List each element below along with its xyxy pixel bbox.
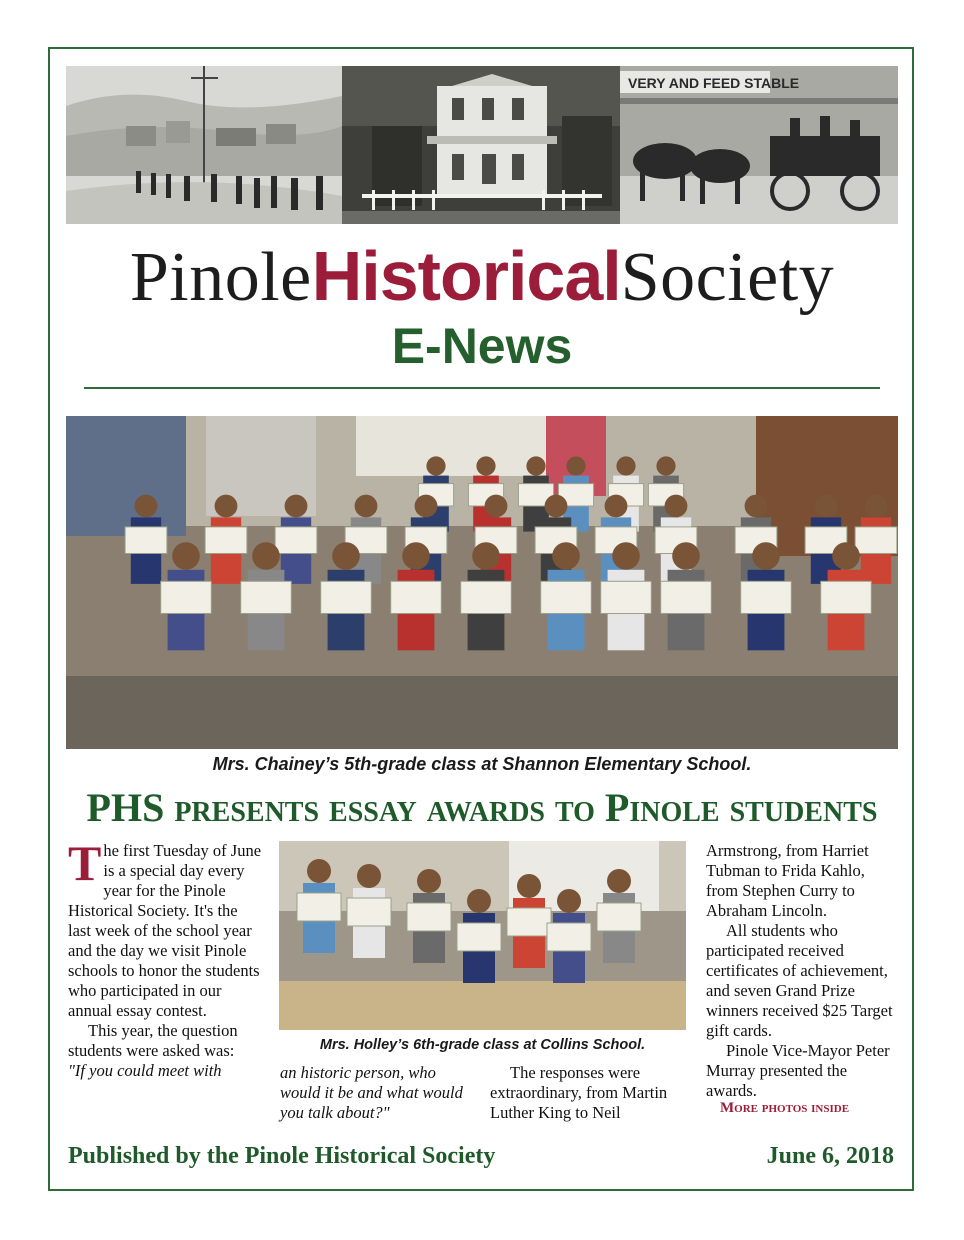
masthead-subtitle: E-News xyxy=(391,318,573,374)
collins-class-photo xyxy=(279,841,686,1030)
article-quote-start: "If you could meet with xyxy=(68,1061,222,1080)
main-class-photo xyxy=(66,416,898,749)
footer-date: June 6, 2018 xyxy=(766,1143,894,1169)
main-photo-caption: Mrs. Chainey’s 5th-grade class at Shannon Elementary School. xyxy=(212,754,752,774)
more-photos-link[interactable]: More photos inside xyxy=(720,1100,850,1116)
article-paragraph-2: This year, the question students were asked was: xyxy=(68,1021,238,1060)
article-paragraph-5: All students who participated received certificates of achievement, and seven Grand Prize winners received $25 Target gift cards. xyxy=(706,921,893,1040)
banner-photo-parade xyxy=(66,66,342,224)
banner-photo-house xyxy=(342,66,620,224)
masthead-word-pinole: Pinole xyxy=(129,239,312,316)
article-paragraph-6: Pinole Vice-Mayor Peter Murray presented the awards. xyxy=(706,1041,890,1100)
article-quote-end: an historic person, who would it be and what would you talk about?" xyxy=(280,1063,463,1122)
masthead-divider xyxy=(84,387,880,389)
masthead-word-historical: Historical xyxy=(311,237,621,315)
collins-photo-caption: Mrs. Holley’s 6th-grade class at Collins School. xyxy=(319,1037,646,1053)
footer-publisher: Published by the Pinole Historical Society xyxy=(68,1143,496,1169)
historical-banner xyxy=(66,66,898,224)
article-headline: PHS presents essay awards to Pinole students xyxy=(86,785,878,830)
article-column-1 xyxy=(68,835,264,1081)
masthead-word-society: Society xyxy=(620,239,835,316)
article-paragraph-1: he first Tuesday of June is a special day every year for the Pinole Historical Society. It's the last week of the school year and the day we visit Pinole schools to honor the students who participated in our annual essay contest. xyxy=(68,841,262,1020)
masthead-title xyxy=(66,236,898,318)
article-paragraph-4: Armstrong, from Harriet Tubman to Frida Kahlo, from Stephen Curry to Abraham Lincoln. xyxy=(706,841,869,920)
banner-photo-stable xyxy=(620,66,898,224)
drop-cap: T xyxy=(68,835,102,891)
article-column-3 xyxy=(490,1063,680,1123)
article-column-2 xyxy=(280,1063,470,1123)
article-column-4 xyxy=(706,841,896,1101)
article-paragraph-3: The responses were extraordinary, from Martin Luther King to Neil xyxy=(490,1063,668,1122)
stable-sign: VERY AND FEED STABLE xyxy=(628,75,800,91)
